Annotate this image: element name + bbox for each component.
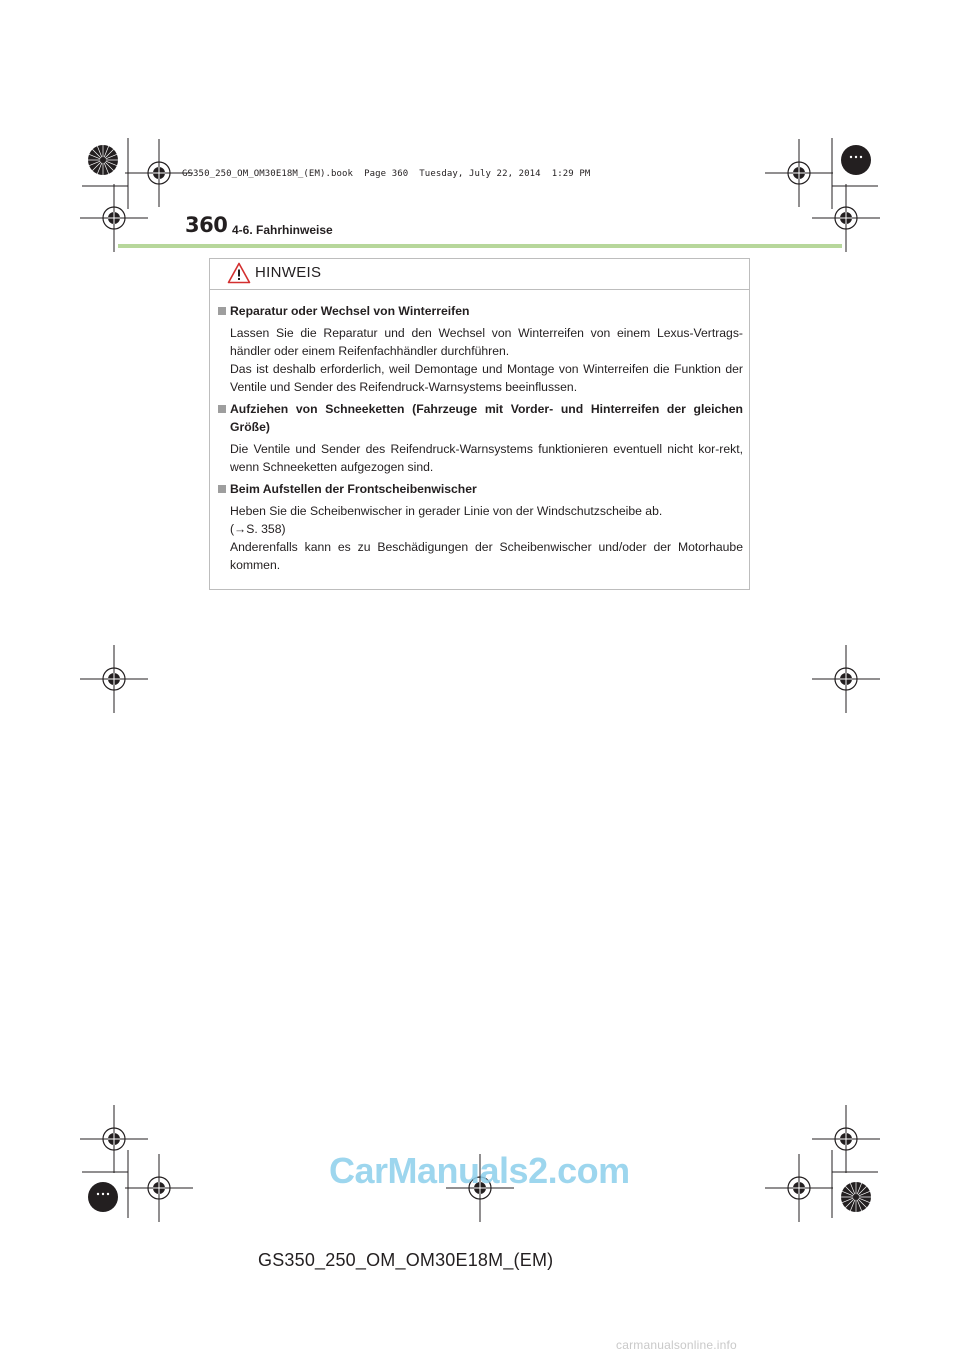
site-watermark: carmanualsonline.info (616, 1338, 737, 1352)
dot-disc-mark (841, 145, 871, 175)
page-reference-link[interactable]: (→S. 358) (230, 522, 286, 536)
square-bullet-icon (218, 485, 226, 493)
notice-box (209, 258, 750, 590)
crosshair-mark (80, 1105, 148, 1173)
crosshair-mark (80, 645, 148, 713)
crosshair-mark (812, 184, 880, 252)
header-rule (118, 244, 842, 248)
footer-document-code: GS350_250_OM_OM30E18M_(EM) (258, 1250, 554, 1270)
paragraph: Die Ventile und Sender des Reifendruck-Warnsystems funktionieren eventuell nicht kor-rekt, wenn Schneeketten aufgezogen sind. (230, 442, 743, 474)
crosshair-mark (125, 1154, 193, 1222)
notice-item-heading: Beim Aufstellen der Frontscheibenwischer (218, 480, 743, 498)
notice-item-text (218, 502, 743, 574)
notice-body (210, 290, 749, 574)
paragraph: Heben Sie die Scheibenwischer in gerader Linie von der Windschutzscheibe ab. (230, 504, 663, 518)
notice-header (210, 259, 749, 290)
notice-item (218, 480, 743, 574)
notice-item-text (218, 440, 743, 476)
notice-item (218, 400, 743, 476)
crosshair-mark (812, 1105, 880, 1173)
paragraph: Lassen Sie die Reparatur und den Wechsel von Winterreifen von einem Lexus-Vertrags-händler oder einem Reifenfachhändler durchführen. (230, 326, 743, 358)
section-title: 4-6. Fahrhinweise (232, 223, 333, 237)
paragraph: Anderenfalls kann es zu Beschädigungen der Scheibenwischer und/oder der Motorhaube kommen. (230, 540, 743, 572)
square-bullet-icon (218, 405, 226, 413)
page-number: 360 (185, 213, 228, 237)
crosshair-mark (80, 184, 148, 252)
watermark-logo: CarManuals2.com (329, 1150, 630, 1191)
crosshair-mark (765, 139, 833, 207)
square-bullet-icon (218, 307, 226, 315)
paragraph: Das ist deshalb erforderlich, weil Demontage und Montage von Winterreifen die Funktion der Ventile und Sender des Reifendruck-Warnsystems beeinflussen. (230, 362, 743, 394)
warning-triangle-icon (227, 262, 251, 284)
book-print-header: GS350_250_OM_OM30E18M_(EM).book Page 360 Tuesday, July 22, 2014 1:29 PM (182, 169, 591, 179)
dot-disc-mark (88, 1182, 118, 1212)
crosshair-mark (765, 1154, 833, 1222)
notice-item-heading: Aufziehen von Schneeketten (Fahrzeuge mit Vorder- und Hinterreifen der gleichen Größe) (218, 400, 743, 436)
starburst-mark (88, 145, 118, 175)
notice-item (218, 302, 743, 396)
starburst-mark (841, 1182, 871, 1212)
notice-item-heading: Reparatur oder Wechsel von Winterreifen (218, 302, 743, 320)
notice-item-text (218, 324, 743, 396)
notice-title: HINWEIS (255, 264, 322, 281)
crosshair-mark (812, 645, 880, 713)
